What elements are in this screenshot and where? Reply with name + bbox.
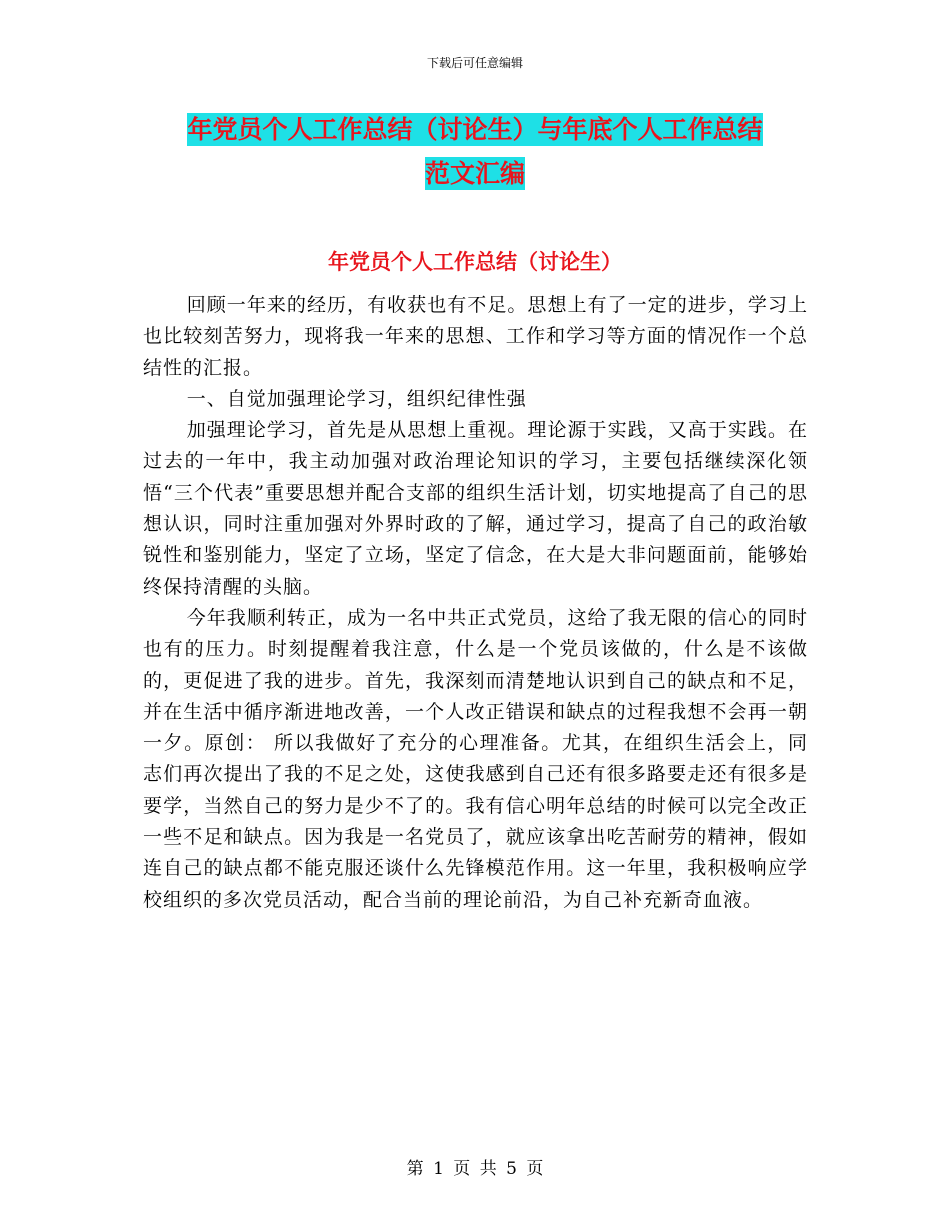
paragraph-heading-1: 一、自觉加强理论学习，组织纪律性强 <box>186 387 527 410</box>
document-body <box>143 290 808 916</box>
document-title <box>145 108 805 196</box>
page-number: 第 1 页 共 5 页 <box>406 1159 544 1179</box>
paragraph-membership: 今年我顺利转正，成为一名中共正式党员，这给了我无限的信心的同时也有的压力。时刻提醒着我注意，什么是一个党员该做的，什么是不该做的，更促进了我的进步。首先，我深刻而清楚地认识到自己的缺点和不足，并在生活中循序渐进地改善，一个人改正错误和缺点的过程我想不会再一朝一夕。原创： 所以我做好了充分的心理准备。尤其，在组织生活会上，同志们再次提出了我的不足之处，这使我感到自己还有很多路要走还有很多是要学，当然自己的努力是少不了的。我有信心明年总结的时候可以完全改正一些不足和缺点。因为我是一名党员了，就应该拿出吃苦耐劳的精神，假如连自己的缺点都不能克服还谈什么先锋模范作用。这一年里，我积极响应学校组织的多次党员活动，配合当前的理论前沿，为自己补充新奇血液。 <box>143 606 808 911</box>
document-title-line1: 年党员个人工作总结（讨论生）与年底个人工作总结 <box>187 115 763 144</box>
section-title: 年党员个人工作总结（讨论生） <box>328 250 622 274</box>
paragraph-theory-study: 加强理论学习，首先是从思想上重视。理论源于实践，又高于实践。在过去的一年中，我主动加强对政治理论知识的学习，主要包括继续深化领悟“三个代表”重要思想并配合支部的组织生活计划，切实地提高了自己的思想认识，同时注重加强对外界时政的了解，通过学习，提高了自己的政治敏锐性和鉴别能力，坚定了立场，坚定了信念，在大是大非问题面前，能够始终保持清醒的头脑。 <box>143 419 808 598</box>
document-title-line2: 范文汇编 <box>424 159 525 188</box>
header-note: 下载后可任意编辑 <box>426 56 523 70</box>
paragraph-intro: 回顾一年来的经历，有收获也有不足。思想上有了一定的进步，学习上也比较刻苦努力，现将我一年来的思想、工作和学习等方面的情况作一个总结性的汇报。 <box>143 294 808 379</box>
